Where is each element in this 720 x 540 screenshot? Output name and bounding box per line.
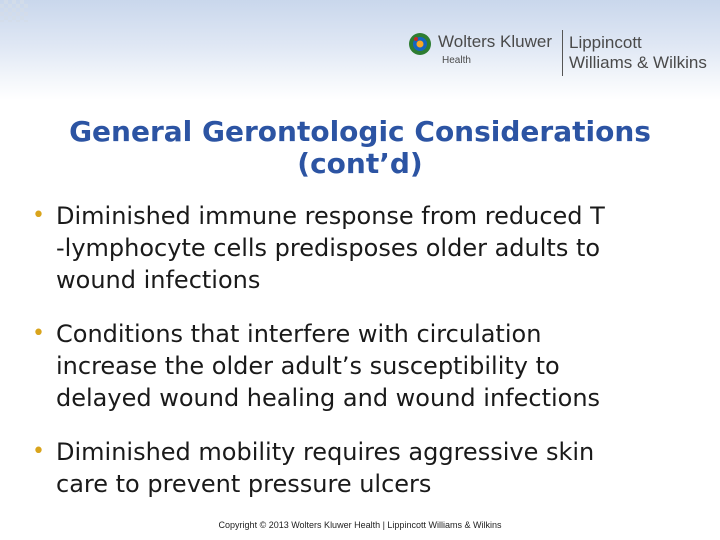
bullet-line: wound infections [56, 266, 261, 294]
logo-divider [562, 30, 563, 76]
publisher-logo [408, 28, 718, 80]
bullet-item [28, 200, 708, 296]
globe-logo-icon [408, 32, 432, 56]
bullet-line: Diminished mobility requires aggressive skin [56, 438, 595, 466]
bullet-line: care to prevent pressure ulcers [56, 470, 432, 498]
logo-company-name: Wolters Kluwer [438, 32, 552, 51]
slide-title-line2: (cont’d) [297, 147, 423, 180]
logo-imprint-line2: Williams & Wilkins [569, 53, 707, 72]
bullet-item [28, 318, 708, 414]
slide-title-line1: General Gerontologic Considerations [69, 115, 651, 148]
bullet-line: -lymphocyte cells predisposes older adults to [56, 234, 601, 262]
copyright-footer: Copyright © 2013 Wolters Kluwer Health | Lippincott Williams & Wilkins [218, 520, 502, 530]
bullet-icon: • [32, 321, 45, 346]
logo-imprint-line1: Lippincott [569, 33, 642, 52]
corner-pattern [0, 0, 28, 22]
bullet-line: Diminished immune response from reduced T [56, 202, 605, 230]
bullet-icon: • [32, 439, 45, 464]
bullet-line: increase the older adult’s susceptibility to [56, 352, 560, 380]
bullet-line: Conditions that interfere with circulation [56, 320, 542, 348]
bullet-line: delayed wound healing and wound infections [56, 384, 601, 412]
bullet-item [28, 436, 708, 500]
logo-imprint [569, 33, 707, 73]
bullet-icon: • [32, 203, 45, 228]
slide-title [0, 116, 720, 180]
bullet-list [28, 200, 708, 522]
logo-division: Health [442, 55, 471, 66]
